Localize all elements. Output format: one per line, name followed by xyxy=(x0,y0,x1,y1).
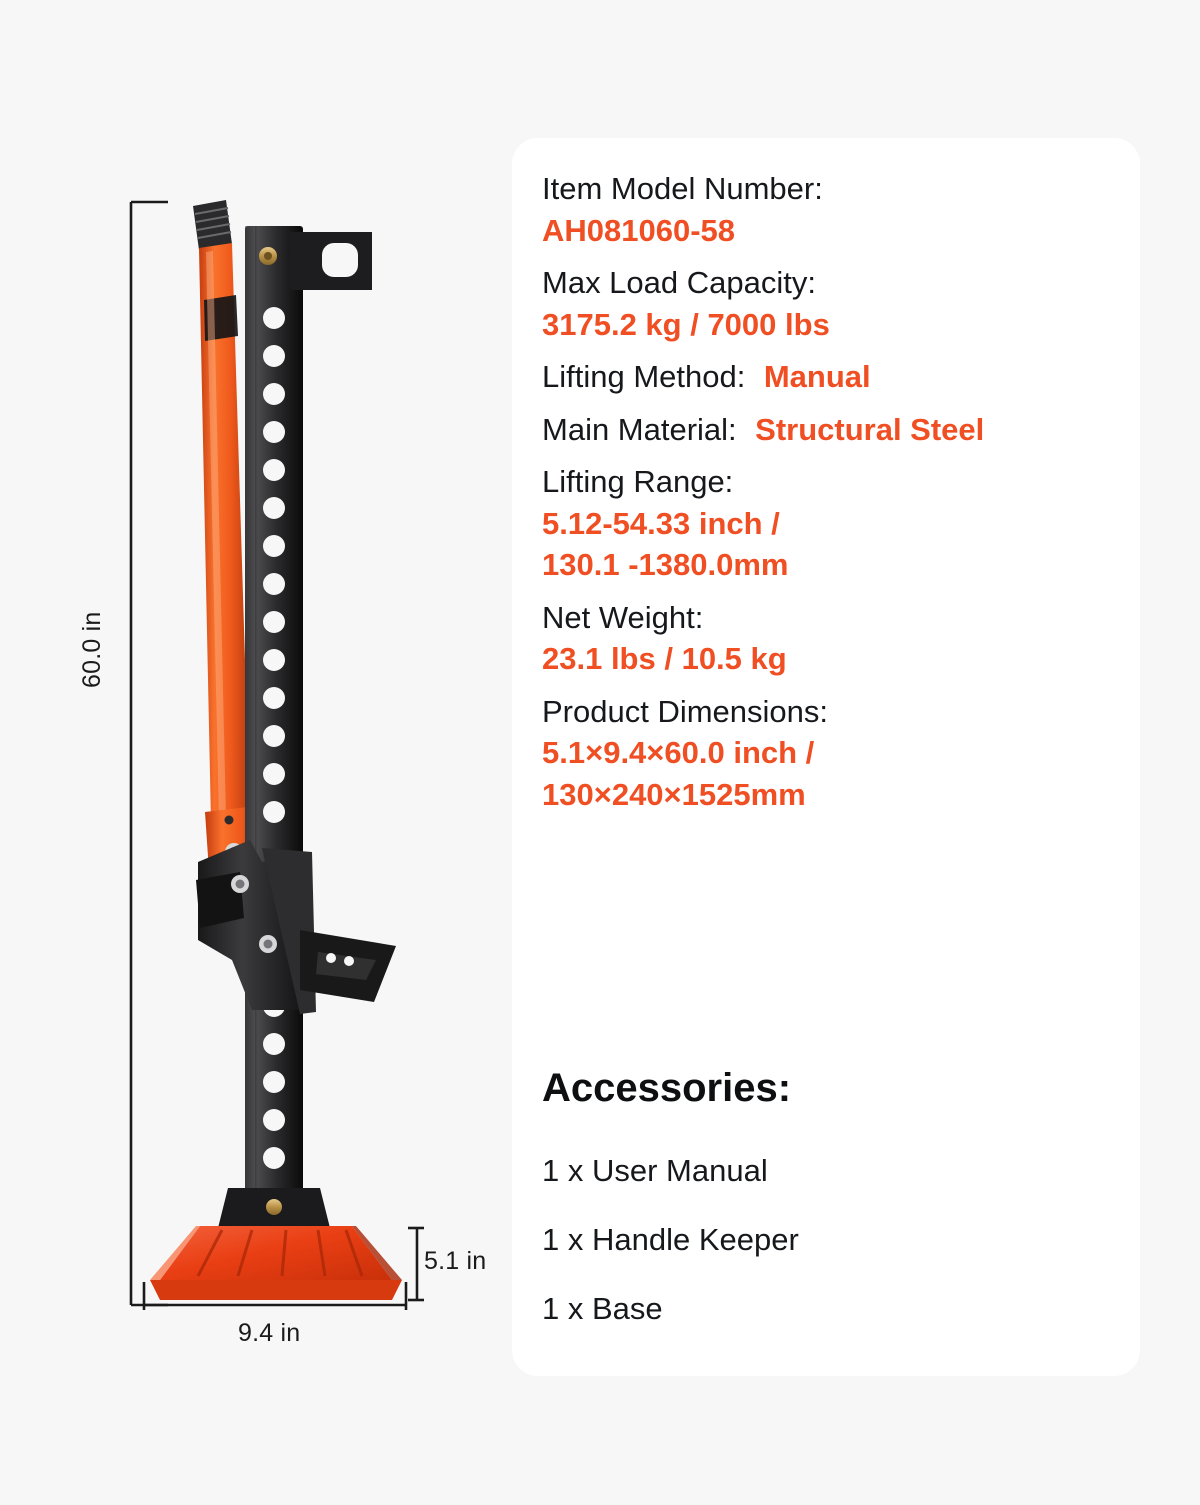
spec-row-lifting-range xyxy=(542,461,1122,586)
spec-value: Structural Steel xyxy=(755,411,985,447)
list-item: 1 x Handle Keeper xyxy=(542,1222,799,1257)
spec-value xyxy=(542,503,1122,586)
dimension-label-width: 9.4 in xyxy=(238,1319,301,1347)
spec-value-line-2: 130×240×1525mm xyxy=(542,776,806,812)
spec-value-line-1: 5.1×9.4×60.0 inch / xyxy=(542,735,815,771)
spec-label: Lifting Method: xyxy=(542,359,746,395)
spec-row-model-number xyxy=(542,168,1122,251)
jack-base-plate xyxy=(150,1188,402,1300)
specification-list xyxy=(542,168,1122,826)
spec-value-line-1: 5.12-54.33 inch / xyxy=(542,505,780,541)
spec-row-product-dimensions xyxy=(542,691,1122,816)
spec-row-max-load xyxy=(542,262,1122,345)
spec-value: 23.1 lbs / 10.5 kg xyxy=(542,641,787,677)
list-item: 1 x Base xyxy=(542,1291,663,1326)
accessories-title: Accessories: xyxy=(542,1066,792,1110)
spec-value: 3175.2 kg / 7000 lbs xyxy=(542,306,830,342)
spec-label: Max Load Capacity: xyxy=(542,265,816,301)
spec-label: Main Material: xyxy=(542,411,737,447)
spec-label: Net Weight: xyxy=(542,599,704,635)
jack-lifting-mechanism xyxy=(196,840,396,1014)
spec-row-lifting-method xyxy=(542,356,1122,398)
jack-beam xyxy=(245,226,372,1226)
spec-label: Product Dimensions: xyxy=(542,693,829,729)
specification-card xyxy=(512,138,1140,1376)
spec-label: Lifting Range: xyxy=(542,464,734,500)
spec-row-main-material xyxy=(542,409,1122,451)
accessories-list xyxy=(542,1153,799,1360)
dimension-label-base-height: 5.1 in xyxy=(424,1247,487,1275)
spec-label: Item Model Number: xyxy=(542,171,823,206)
product-image-panel xyxy=(0,0,512,1500)
list-item: 1 x User Manual xyxy=(542,1153,768,1188)
spec-value xyxy=(542,732,1122,815)
spec-row-net-weight xyxy=(542,597,1122,680)
dimension-label-height: 60.0 in xyxy=(78,611,106,688)
spec-value-line-2: 130.1 -1380.0mm xyxy=(542,547,789,583)
spec-value: AH081060-58 xyxy=(542,212,736,248)
spec-value: Manual xyxy=(763,359,871,395)
